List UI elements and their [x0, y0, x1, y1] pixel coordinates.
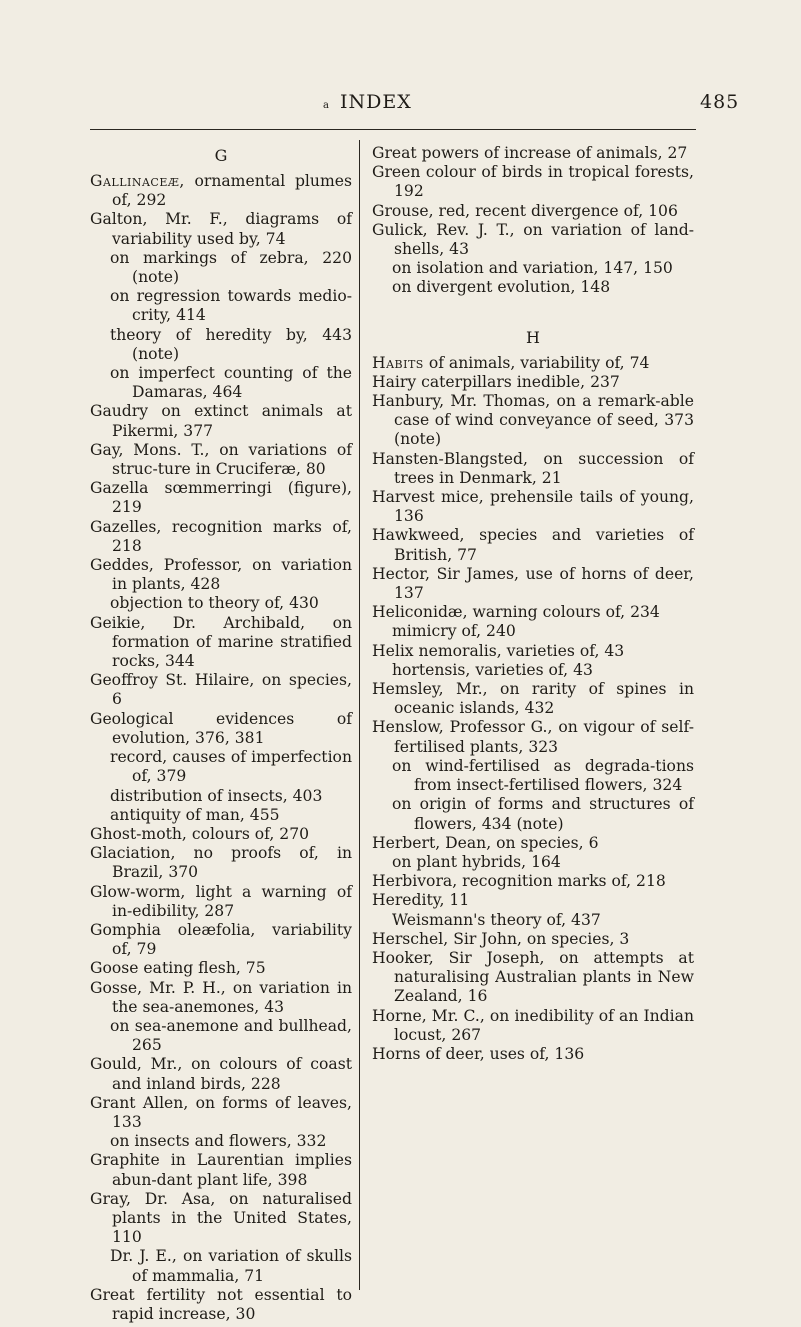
entry-text: Goose eating flesh, 75: [90, 959, 266, 978]
entry-text: Gulick, Rev. J. T., on variation of land-shells, 43: [372, 220, 694, 259]
entry-text: on imperfect counting of the Damaras, 464: [110, 364, 352, 402]
index-entry: [372, 872, 694, 891]
index-entry: [90, 614, 352, 672]
entry-text: Gay, Mons. T., on variations of struc-ture in Cruciferæ, 80: [90, 440, 352, 479]
index-column-left: [90, 144, 352, 1324]
index-subentry: [372, 622, 694, 641]
index-entry: [372, 526, 694, 564]
index-subentry: [90, 748, 352, 786]
index-subentry: [372, 259, 694, 278]
index-entry: [90, 441, 352, 479]
entry-text: theory of heredity by, 443 (note): [110, 325, 352, 363]
index-entry: [372, 221, 694, 259]
index-entry: [372, 603, 694, 622]
header-rule: [90, 129, 696, 130]
entry-text: Horne, Mr. C., on inedibility of an Indian locust, 267: [372, 1006, 694, 1044]
page-number: 485: [700, 91, 740, 113]
entry-text: Dr. J. E., on variation of skulls of mammalia, 71: [110, 1247, 352, 1285]
index-entry: [372, 834, 694, 853]
index-entry: [372, 163, 694, 201]
entry-text: Galton, Mr. F., diagrams of variability used by, 74: [90, 210, 352, 248]
entry-text: Geoffroy St. Hilaire, on species, 6: [90, 671, 352, 709]
entry-text: record, causes of imperfection of, 379: [110, 748, 352, 786]
entry-text: Hawkweed, species and varieties of British, 77: [372, 526, 694, 564]
index-entry: [372, 144, 694, 163]
index-subentry: [90, 594, 352, 613]
entry-text: Weismann's theory of, 437: [392, 910, 601, 929]
index-subentry: [372, 911, 694, 930]
index-entry: [90, 825, 352, 844]
entry-text: Harvest mice, prehensile tails of young, 136: [372, 488, 694, 526]
page-title: INDEX: [340, 91, 412, 113]
entry-text: Glaciation, no proofs of, in Brazil, 370: [90, 844, 352, 882]
entry-text: of animals, variability of, 74: [423, 353, 650, 372]
entry-text: Hooker, Sir Joseph, on attempts at naturalising Australian plants in New Zealand, 16: [372, 948, 694, 1006]
entry-text: antiquity of man, 455: [110, 805, 280, 824]
entry-text: Hector, Sir James, use of horns of deer, 137: [372, 564, 694, 603]
section-gap: [372, 298, 694, 326]
index-entry: [90, 671, 352, 709]
index-entry: [372, 202, 694, 221]
entry-text: Gomphia oleæfolia, variability of, 79: [90, 920, 352, 959]
index-entry: [90, 210, 352, 248]
entry-text: Glow-worm, light a warning of in-edibility, 287: [90, 882, 352, 920]
section-letter: G: [214, 146, 228, 165]
index-subentry: [90, 1017, 352, 1055]
index-entry: [90, 556, 352, 594]
index-column-right: [372, 144, 694, 1064]
index-entry: [372, 1045, 694, 1064]
entry-text: Grant Allen, on forms of leaves, 133: [90, 1093, 352, 1131]
entry-text: Gaudry on extinct animals at Pikermi, 377: [90, 402, 352, 440]
index-entry: [90, 1286, 352, 1324]
section-letter: H: [526, 327, 540, 347]
index-subentry: [372, 661, 694, 680]
entry-text: Gould, Mr., on colours of coast and inland birds, 228: [90, 1055, 352, 1093]
entry-text: Heliconidæ, warning colours of, 234: [372, 603, 660, 622]
index-entry: [90, 979, 352, 1017]
index-entry: [372, 930, 694, 949]
entry-text: on divergent evolution, 148: [392, 278, 611, 297]
index-entry: [90, 1151, 352, 1189]
entry-text: Gazelles, recognition marks of, 218: [90, 517, 352, 555]
entry-heading: Habits: [372, 353, 424, 372]
index-entry: [372, 642, 694, 661]
index-subentry: [372, 757, 694, 795]
index-entry: [90, 921, 352, 959]
index-entry: [90, 883, 352, 921]
index-entry: [372, 949, 694, 1007]
index-subentry: [372, 795, 694, 833]
page-header: [0, 88, 801, 118]
index-entry: [372, 718, 694, 756]
entry-text: Hanbury, Mr. Thomas, on a remark-able case of wind conveyance of seed, 373 (note): [372, 392, 694, 449]
index-subentry: [90, 1247, 352, 1285]
index-entry: [90, 1190, 352, 1248]
entry-text: Hairy caterpillars inedible, 237: [372, 372, 620, 391]
entry-text: objection to theory of, 430: [110, 594, 319, 613]
entry-text: Green colour of birds in tropical forests, 192: [372, 163, 694, 201]
entry-text: Herschel, Sir John, on species, 3: [372, 929, 630, 948]
entry-text: Graphite in Laurentian implies abun-dant plant life, 398: [90, 1151, 352, 1189]
index-entry: [90, 844, 352, 882]
index-entry: [372, 1007, 694, 1045]
entry-text: hortensis, varieties of, 43: [392, 660, 593, 679]
index-subentry: [90, 787, 352, 806]
index-entry: [90, 402, 352, 440]
column-divider: [359, 140, 360, 1290]
entry-text: distribution of insects, 403: [110, 786, 323, 805]
index-entry: [90, 518, 352, 556]
index-subentry: [372, 278, 694, 297]
entry-text: mimicry of, 240: [392, 622, 516, 641]
index-entry: [90, 479, 352, 517]
index-entry: [372, 488, 694, 526]
entry-text: on plant hybrids, 164: [392, 852, 561, 871]
entry-text: Geological evidences of evolution, 376, 381: [90, 709, 352, 747]
index-entry: [372, 354, 694, 373]
index-entry: [90, 959, 352, 978]
index-subentry: [90, 1132, 352, 1151]
index-entry: [372, 450, 694, 488]
index-subentry: [90, 249, 352, 287]
entry-text: on sea-anemone and bullhead, 265: [110, 1016, 352, 1055]
index-subentry: [90, 806, 352, 825]
entry-text: Hemsley, Mr., on rarity of spines in oceanic islands, 432: [372, 680, 694, 718]
entry-text: Hansten-Blangsted, on succession of trees in Denmark, 21: [372, 449, 694, 487]
entry-text: on regression towards medio-crity, 414: [110, 287, 352, 325]
entry-text: Heredity, 11: [372, 891, 470, 910]
entry-heading: Gallinaceæ,: [90, 172, 185, 190]
entry-text: Gazella sœmmerringi (figure), 219: [90, 479, 352, 517]
entry-text: Henslow, Professor G., on vigour of self-fertilised plants, 323: [372, 718, 694, 756]
entry-text: Great powers of increase of animals, 27: [372, 144, 688, 162]
index-subentry: [90, 364, 352, 402]
index-entry: [90, 1094, 352, 1132]
entry-text: Geddes, Professor, on variation in plants, 428: [90, 556, 352, 594]
index-entry: [372, 373, 694, 392]
index-entry: [372, 891, 694, 910]
index-entry: [372, 392, 694, 450]
entry-text: Gosse, Mr. P. H., on variation in the sea-anemones, 43: [90, 978, 352, 1016]
entry-text: on insects and flowers, 332: [110, 1132, 327, 1151]
index-entry: [90, 710, 352, 748]
index-entry: [90, 172, 352, 210]
index-subentry: [90, 287, 352, 325]
entry-text: Horns of deer, uses of, 136: [372, 1044, 585, 1063]
entry-text: Grouse, red, recent divergence of, 106: [372, 201, 678, 220]
entry-text: ornamental plumes of, 292: [112, 172, 352, 210]
index-subentry: [90, 326, 352, 364]
entry-text: Herbivora, recognition marks of, 218: [372, 872, 666, 891]
entry-text: Herbert, Dean, on species, 6: [372, 833, 599, 852]
index-entry: [372, 680, 694, 718]
entry-text: on isolation and variation, 147, 150: [392, 259, 673, 278]
entry-text: Gray, Dr. Asa, on naturalised plants in the United States, 110: [90, 1189, 352, 1247]
entry-text: on origin of forms and structures of flowers, 434 (note): [392, 795, 694, 833]
entry-text: Great fertility not essential to rapid increase, 30: [90, 1285, 352, 1323]
entry-text: on wind-fertilised as degrada-tions from insect-fertilised flowers, 324: [392, 756, 694, 795]
entry-text: Helix nemoralis, varieties of, 43: [372, 641, 625, 660]
index-subentry: [372, 853, 694, 872]
header-mark: a: [323, 100, 330, 111]
entry-text: on markings of zebra, 220 (note): [110, 248, 352, 287]
index-entry: [90, 1055, 352, 1093]
entry-text: Ghost-moth, colours of, 270: [90, 824, 310, 843]
index-entry: [372, 565, 694, 603]
entry-text: Geikie, Dr. Archibald, on formation of marine stratified rocks, 344: [90, 613, 352, 671]
